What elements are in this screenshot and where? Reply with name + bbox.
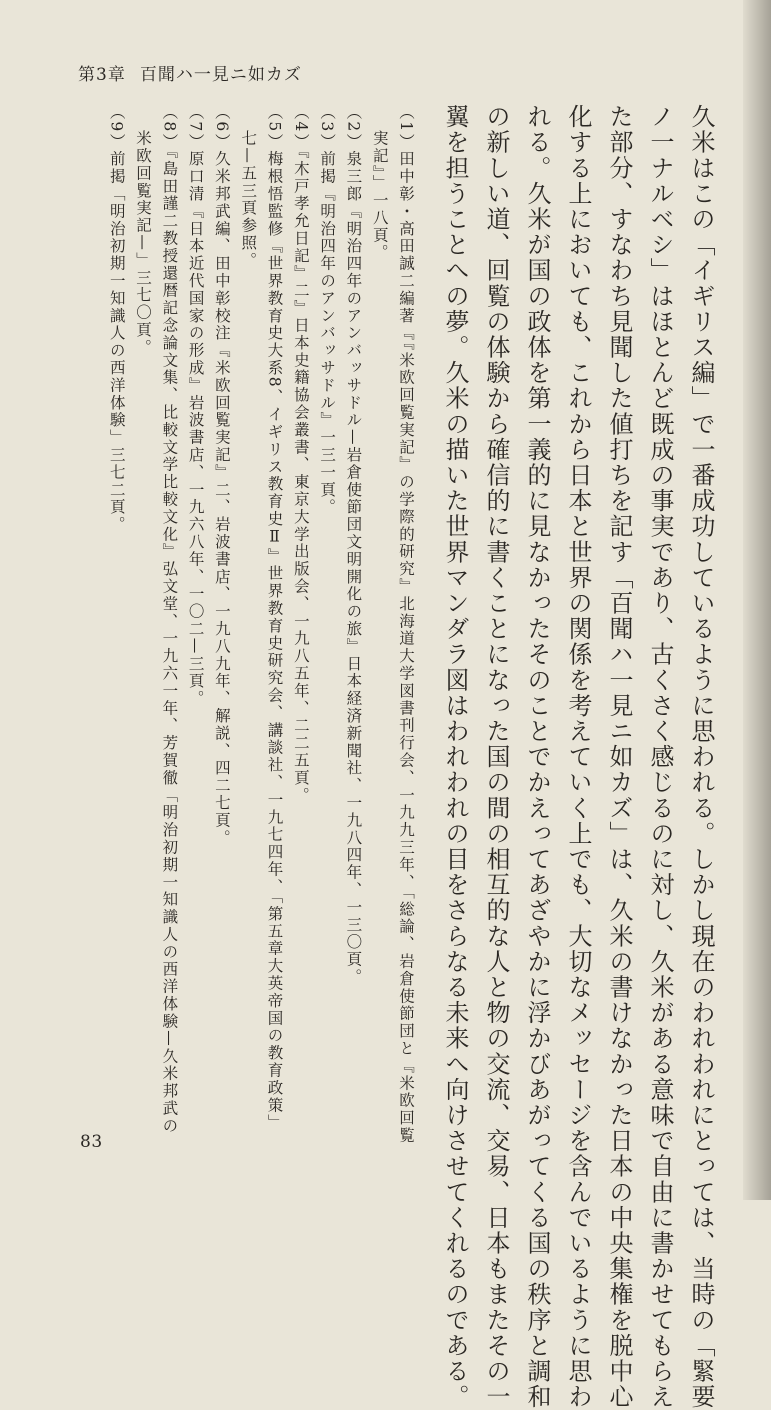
footnote-1-cont: 実記』」一八頁。 (370, 130, 389, 262)
page-number: 83 (80, 1132, 103, 1152)
body-text (434, 104, 721, 1410)
footnote-5: （5）梅根悟監修『世界教育史大系8、イギリス教育史Ⅱ』世界教育史研究会、講談社、一九七四年、「第五章大英帝国の教育政策」 (265, 104, 284, 1132)
footnote-8: （8）『島田謹二教授還暦記念論文集、比較文学比較文化』弘文堂、一九六一年、芳賀徹「明治初期一知識人の西洋体験—久米邦武の (160, 104, 179, 1135)
footnote-4: （4）『木戸孝允日記』二』日本史籍協会叢書、東京大学出版会、一九八五年、二二五頁。 (291, 104, 310, 805)
footnote-8-cont: 米欧回覧実記—」三七〇頁。 (134, 130, 153, 357)
footnotes (103, 104, 419, 1145)
body-line: た部分、すなわち見聞した値打ちを記す「百聞ハ一見ニ如カズ」は、久米の書けなかった日本の中央集権を脱中心 (605, 104, 633, 1410)
chapter-number: 第3章 (78, 65, 126, 85)
body-line: 化する上においても、これから日本と世界の関係を考えていく上でも、大切なメッセージを含んでいるように思わ (564, 104, 592, 1410)
footnote-9: （9）前掲「明治初期一知識人の西洋体験」三七二頁。 (107, 104, 126, 534)
body-line: れる。久米が国の政体を第一義的に見なかったそのことでかえってあざやかに浮かびあがってくる国の秩序と調和 (523, 104, 551, 1410)
facing-page-edge (743, 0, 771, 1200)
running-header (78, 60, 302, 85)
footnote-7: （7）原口清『日本近代国家の形成』岩波書店、一九六八年、一〇二—三頁。 (186, 104, 205, 708)
body-line: ノ一ナルベシ」はほとんど既成の事実であり、古くさく感じるのに対し、久米がある意味で自由に書かせてもらえ (646, 104, 674, 1410)
body-line: 翼を担うことへの夢。久米の描いた世界マンダラ図はわれわれの目をさらなる未来へ向けさせてくれるのである。 (441, 104, 469, 1410)
footnote-3: （3）前掲『明治四年のアンバッサドル』一三一頁。 (318, 104, 337, 516)
footnote-2: （2）泉三郎『明治四年のアンバッサドル—岩倉使節団文明開化の旅』日本経済新聞社、一九八四年、一三〇頁。 (344, 104, 363, 986)
chapter-title: 百聞ハ一見ニ如カズ (139, 65, 302, 85)
body-line: 久米はこの「イギリス編」で一番成功しているように思われる。しかし現在のわれわれにとっては、当時の「緊要 (687, 104, 715, 1410)
footnote-6: （6）久米邦武編、田中彰校注『米欧回覧実記』二、岩波書店、一九八九年、解説、四二七頁。 (212, 104, 231, 847)
footnote-1: （1）田中彰・高田誠二編著『『米欧回覧実記』の学際的研究』北海道大学図書刊行会、一九九三年、「総論、岩倉使節団と『米欧回覧 (397, 104, 415, 1145)
body-line: の新しい道、回覧の体験から確信的に書くことになった国の間の相互的な人と物の交流、交易、日本もまたその一 (482, 104, 510, 1410)
footnote-5-cont: 七—五三頁参照。 (239, 130, 258, 270)
